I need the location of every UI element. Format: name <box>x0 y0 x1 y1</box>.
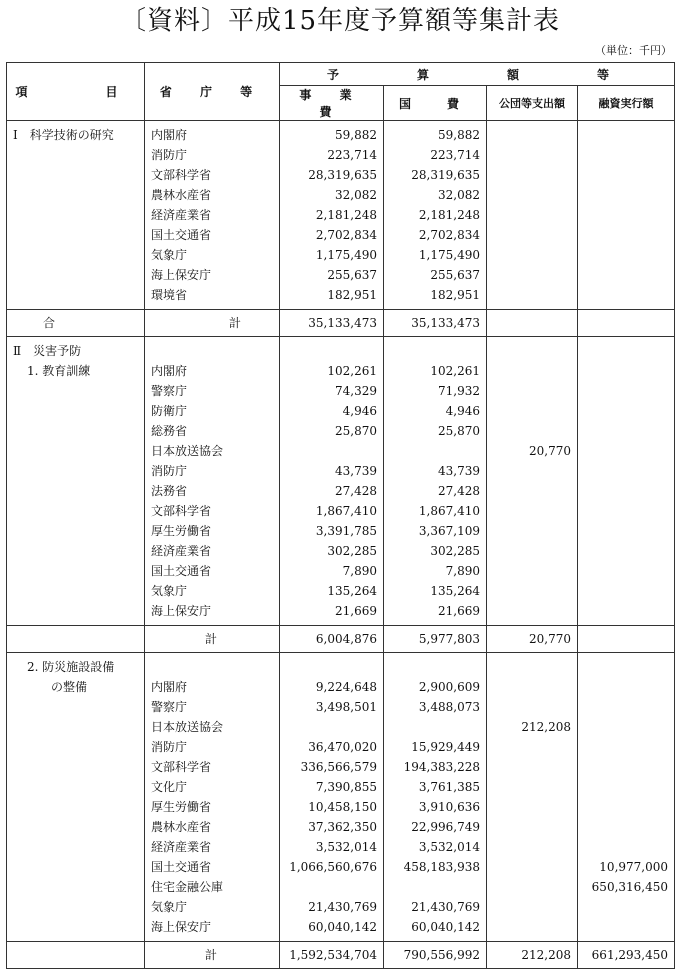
item-cell <box>7 481 145 501</box>
empty-cell <box>578 337 675 362</box>
subsection-label: 2. 防災施設設備 <box>7 653 145 678</box>
public-corp-cell <box>487 757 578 777</box>
project-cost-cell: 336,566,579 <box>280 757 384 777</box>
project-cost-cell: 9,224,648 <box>280 677 384 697</box>
national-cost-cell: 102,261 <box>384 361 487 381</box>
project-cost-cell: 37,362,350 <box>280 817 384 837</box>
ministry-cell: 海上保安庁 <box>145 265 280 285</box>
item-cell <box>7 185 145 205</box>
project-cost-cell: 28,319,635 <box>280 165 384 185</box>
total-national-cost: 790,556,992 <box>384 942 487 969</box>
public-corp-cell <box>487 601 578 626</box>
item-cell <box>7 285 145 310</box>
financing-cell <box>578 265 675 285</box>
project-cost-cell: 21,430,769 <box>280 897 384 917</box>
item-cell <box>7 917 145 942</box>
table-row <box>7 265 675 285</box>
item-cell <box>7 817 145 837</box>
table-row <box>7 737 675 757</box>
item-cell: Ⅰ 科学技術の研究 <box>7 121 145 146</box>
public-corp-cell <box>487 501 578 521</box>
empty-cell <box>487 653 578 678</box>
ministry-cell: 農林水産省 <box>145 817 280 837</box>
empty-cell <box>384 337 487 362</box>
ministry-cell: 厚生労働省 <box>145 521 280 541</box>
financing-cell <box>578 541 675 561</box>
ministry-cell: 国土交通省 <box>145 857 280 877</box>
empty-cell <box>145 653 280 678</box>
table-row <box>7 897 675 917</box>
item-cell <box>7 797 145 817</box>
public-corp-cell <box>487 361 578 381</box>
table-row <box>7 677 675 697</box>
project-cost-cell: 102,261 <box>280 361 384 381</box>
section-label: Ⅱ 災害予防 <box>7 337 145 362</box>
national-cost-cell: 255,637 <box>384 265 487 285</box>
national-cost-cell: 3,532,014 <box>384 837 487 857</box>
table-row <box>7 501 675 521</box>
project-cost-cell <box>280 877 384 897</box>
financing-cell <box>578 501 675 521</box>
item-cell <box>7 401 145 421</box>
public-corp-cell <box>487 817 578 837</box>
empty-cell <box>487 337 578 362</box>
financing-cell <box>578 917 675 942</box>
national-cost-cell: 1,867,410 <box>384 501 487 521</box>
national-cost-cell: 25,870 <box>384 421 487 441</box>
public-corp-cell <box>487 121 578 146</box>
project-cost-cell: 27,428 <box>280 481 384 501</box>
public-corp-cell <box>487 205 578 225</box>
project-cost-cell: 3,532,014 <box>280 837 384 857</box>
national-cost-cell: 32,082 <box>384 185 487 205</box>
empty-cell <box>145 337 280 362</box>
table-row <box>7 817 675 837</box>
national-cost-cell: 135,264 <box>384 581 487 601</box>
financing-cell <box>578 461 675 481</box>
financing-cell <box>578 185 675 205</box>
ministry-cell: 農林水産省 <box>145 185 280 205</box>
national-cost-cell: 21,430,769 <box>384 897 487 917</box>
table-row <box>7 361 675 381</box>
section-header-row <box>7 337 675 362</box>
project-cost-cell: 1,066,560,676 <box>280 857 384 877</box>
public-corp-cell <box>487 777 578 797</box>
ministry-cell: 気象庁 <box>145 581 280 601</box>
financing-cell <box>578 421 675 441</box>
page-title: 〔資料〕平成15年度予算額等集計表 <box>119 6 561 36</box>
public-corp-cell <box>487 541 578 561</box>
financing-cell <box>578 717 675 737</box>
project-cost-cell: 74,329 <box>280 381 384 401</box>
project-cost-cell: 3,498,501 <box>280 697 384 717</box>
project-cost-cell <box>280 717 384 737</box>
table-row <box>7 121 675 146</box>
public-corp-cell <box>487 225 578 245</box>
ministry-cell: 住宅金融公庫 <box>145 877 280 897</box>
project-cost-cell: 7,890 <box>280 561 384 581</box>
empty-cell <box>578 653 675 678</box>
national-cost-cell: 182,951 <box>384 285 487 310</box>
financing-cell <box>578 245 675 265</box>
financing-cell <box>578 441 675 461</box>
financing-cell <box>578 697 675 717</box>
financing-cell <box>578 601 675 626</box>
ministry-cell: 内閣府 <box>145 121 280 146</box>
project-cost-cell: 10,458,150 <box>280 797 384 817</box>
public-corp-cell <box>487 857 578 877</box>
financing-cell <box>578 561 675 581</box>
header-public-corp: 公団等支出額 <box>487 86 578 121</box>
public-corp-cell <box>487 145 578 165</box>
table-row <box>7 421 675 441</box>
item-cell <box>7 265 145 285</box>
ministry-cell: 環境省 <box>145 285 280 310</box>
national-cost-cell: 3,488,073 <box>384 697 487 717</box>
table-row <box>7 561 675 581</box>
table-row <box>7 541 675 561</box>
project-cost-cell: 25,870 <box>280 421 384 441</box>
item-cell <box>7 877 145 897</box>
ministry-cell: 日本放送協会 <box>145 441 280 461</box>
header-project-cost: 事 業 費 <box>280 86 384 121</box>
total-financing <box>578 626 675 653</box>
table-row <box>7 777 675 797</box>
ministry-cell: 文部科学省 <box>145 501 280 521</box>
public-corp-cell <box>487 521 578 541</box>
item-cell <box>7 145 145 165</box>
national-cost-cell: 21,669 <box>384 601 487 626</box>
national-cost-cell: 3,910,636 <box>384 797 487 817</box>
item-cell <box>7 541 145 561</box>
total-project-cost: 35,133,473 <box>280 310 384 337</box>
item-cell <box>7 245 145 265</box>
financing-cell <box>578 381 675 401</box>
table-row <box>7 205 675 225</box>
ministry-cell: 法務省 <box>145 481 280 501</box>
project-cost-cell: 59,882 <box>280 121 384 146</box>
header-ministry: 省 庁 等 <box>145 63 280 121</box>
ministry-cell: 消防庁 <box>145 737 280 757</box>
total-label-left <box>7 942 145 969</box>
project-cost-cell: 7,390,855 <box>280 777 384 797</box>
public-corp-cell <box>487 461 578 481</box>
national-cost-cell: 28,319,635 <box>384 165 487 185</box>
national-cost-cell: 7,890 <box>384 561 487 581</box>
table-row <box>7 481 675 501</box>
item-cell <box>7 521 145 541</box>
item-cell <box>7 777 145 797</box>
total-national-cost: 35,133,473 <box>384 310 487 337</box>
table-row <box>7 185 675 205</box>
ministry-cell: 総務省 <box>145 421 280 441</box>
national-cost-cell: 60,040,142 <box>384 917 487 942</box>
ministry-cell: 消防庁 <box>145 461 280 481</box>
total-financing: 661,293,450 <box>578 942 675 969</box>
project-cost-cell: 3,391,785 <box>280 521 384 541</box>
ministry-cell: 海上保安庁 <box>145 601 280 626</box>
table-row <box>7 225 675 245</box>
item-cell <box>7 561 145 581</box>
table-row <box>7 441 675 461</box>
national-cost-cell: 27,428 <box>384 481 487 501</box>
header-national-cost: 国 費 <box>384 86 487 121</box>
public-corp-cell <box>487 561 578 581</box>
financing-cell <box>578 797 675 817</box>
financing-cell <box>578 521 675 541</box>
financing-cell <box>578 361 675 381</box>
item-cell <box>7 717 145 737</box>
public-corp-cell <box>487 185 578 205</box>
ministry-cell: 日本放送協会 <box>145 717 280 737</box>
national-cost-cell: 59,882 <box>384 121 487 146</box>
national-cost-cell: 71,932 <box>384 381 487 401</box>
ministry-cell: 経済産業省 <box>145 541 280 561</box>
item-cell <box>7 441 145 461</box>
ministry-cell: 気象庁 <box>145 245 280 265</box>
table-row <box>7 165 675 185</box>
item-cell <box>7 165 145 185</box>
item-cell <box>7 205 145 225</box>
financing-cell: 650,316,450 <box>578 877 675 897</box>
national-cost-cell: 2,181,248 <box>384 205 487 225</box>
table-row <box>7 285 675 310</box>
project-cost-cell: 43,739 <box>280 461 384 481</box>
total-label-left: 合 <box>7 310 145 337</box>
financing-cell <box>578 401 675 421</box>
public-corp-cell <box>487 877 578 897</box>
project-cost-cell: 1,867,410 <box>280 501 384 521</box>
table-row <box>7 757 675 777</box>
public-corp-cell <box>487 481 578 501</box>
ministry-cell: 警察庁 <box>145 697 280 717</box>
ministry-cell: 文化庁 <box>145 777 280 797</box>
national-cost-cell: 2,900,609 <box>384 677 487 697</box>
public-corp-cell <box>487 797 578 817</box>
ministry-cell: 防衛庁 <box>145 401 280 421</box>
table-row <box>7 837 675 857</box>
project-cost-cell: 4,946 <box>280 401 384 421</box>
public-corp-cell <box>487 381 578 401</box>
table-row <box>7 461 675 481</box>
item-cell <box>7 501 145 521</box>
table-row <box>7 601 675 626</box>
public-corp-cell <box>487 245 578 265</box>
public-corp-cell <box>487 837 578 857</box>
total-label-right: 計 <box>145 626 280 653</box>
national-cost-cell <box>384 717 487 737</box>
table-row <box>7 917 675 942</box>
table-row <box>7 145 675 165</box>
item-cell <box>7 461 145 481</box>
national-cost-cell: 3,367,109 <box>384 521 487 541</box>
subsection-header-row <box>7 653 675 678</box>
table-row <box>7 797 675 817</box>
table-row <box>7 877 675 897</box>
national-cost-cell: 43,739 <box>384 461 487 481</box>
item-cell <box>7 697 145 717</box>
project-cost-cell: 302,285 <box>280 541 384 561</box>
table-row <box>7 401 675 421</box>
item-cell <box>7 737 145 757</box>
financing-cell <box>578 817 675 837</box>
financing-cell <box>578 205 675 225</box>
public-corp-cell: 212,208 <box>487 717 578 737</box>
project-cost-cell: 223,714 <box>280 145 384 165</box>
table-row <box>7 697 675 717</box>
ministry-cell: 内閣府 <box>145 677 280 697</box>
financing-cell <box>578 121 675 146</box>
empty-cell <box>280 653 384 678</box>
total-national-cost: 5,977,803 <box>384 626 487 653</box>
item-cell: 1. 教育訓練 <box>7 361 145 381</box>
unit-note: （単位：千円） <box>595 44 672 57</box>
project-cost-cell: 60,040,142 <box>280 917 384 942</box>
national-cost-cell: 22,996,749 <box>384 817 487 837</box>
table-row <box>7 857 675 877</box>
national-cost-cell: 15,929,449 <box>384 737 487 757</box>
total-label-left <box>7 626 145 653</box>
project-cost-cell: 2,181,248 <box>280 205 384 225</box>
project-cost-cell <box>280 441 384 461</box>
project-cost-cell: 135,264 <box>280 581 384 601</box>
national-cost-cell: 2,702,834 <box>384 225 487 245</box>
public-corp-cell <box>487 285 578 310</box>
national-cost-cell: 3,761,385 <box>384 777 487 797</box>
financing-cell <box>578 737 675 757</box>
budget-table <box>6 62 675 969</box>
table-row <box>7 245 675 265</box>
total-row <box>7 626 675 653</box>
ministry-cell: 厚生労働省 <box>145 797 280 817</box>
national-cost-cell: 1,175,490 <box>384 245 487 265</box>
item-cell <box>7 581 145 601</box>
public-corp-cell <box>487 697 578 717</box>
public-corp-cell <box>487 897 578 917</box>
project-cost-cell: 182,951 <box>280 285 384 310</box>
table-row <box>7 581 675 601</box>
item-cell <box>7 421 145 441</box>
item-cell <box>7 757 145 777</box>
project-cost-cell: 36,470,020 <box>280 737 384 757</box>
national-cost-cell <box>384 877 487 897</box>
ministry-cell: 文部科学省 <box>145 165 280 185</box>
national-cost-cell <box>384 441 487 461</box>
total-project-cost: 1,592,534,704 <box>280 942 384 969</box>
ministry-cell: 経済産業省 <box>145 205 280 225</box>
financing-cell <box>578 481 675 501</box>
financing-cell <box>578 757 675 777</box>
total-financing <box>578 310 675 337</box>
total-project-cost: 6,004,876 <box>280 626 384 653</box>
empty-cell <box>384 653 487 678</box>
financing-cell <box>578 837 675 857</box>
project-cost-cell: 255,637 <box>280 265 384 285</box>
public-corp-cell: 20,770 <box>487 441 578 461</box>
total-label-right: 計 <box>145 942 280 969</box>
item-cell <box>7 601 145 626</box>
national-cost-cell: 458,183,938 <box>384 857 487 877</box>
total-label-right: 計 <box>145 310 280 337</box>
ministry-cell: 文部科学省 <box>145 757 280 777</box>
header-financing: 融資実行額 <box>578 86 675 121</box>
financing-cell <box>578 897 675 917</box>
public-corp-cell <box>487 677 578 697</box>
public-corp-cell <box>487 737 578 757</box>
financing-cell <box>578 285 675 310</box>
ministry-cell: 国土交通省 <box>145 225 280 245</box>
header-item: 項 目 <box>7 63 145 121</box>
table-row <box>7 521 675 541</box>
national-cost-cell: 194,383,228 <box>384 757 487 777</box>
public-corp-cell <box>487 581 578 601</box>
ministry-cell: 海上保安庁 <box>145 917 280 942</box>
public-corp-cell <box>487 165 578 185</box>
total-row <box>7 310 675 337</box>
project-cost-cell: 21,669 <box>280 601 384 626</box>
item-cell: の整備 <box>7 677 145 697</box>
total-public-corp: 20,770 <box>487 626 578 653</box>
financing-cell <box>578 581 675 601</box>
public-corp-cell <box>487 265 578 285</box>
total-public-corp <box>487 310 578 337</box>
project-cost-cell: 1,175,490 <box>280 245 384 265</box>
item-cell <box>7 857 145 877</box>
item-cell <box>7 837 145 857</box>
ministry-cell: 気象庁 <box>145 897 280 917</box>
project-cost-cell: 32,082 <box>280 185 384 205</box>
item-cell <box>7 381 145 401</box>
total-public-corp: 212,208 <box>487 942 578 969</box>
ministry-cell: 国土交通省 <box>145 561 280 581</box>
ministry-cell: 内閣府 <box>145 361 280 381</box>
financing-cell <box>578 145 675 165</box>
national-cost-cell: 302,285 <box>384 541 487 561</box>
ministry-cell: 消防庁 <box>145 145 280 165</box>
public-corp-cell <box>487 401 578 421</box>
project-cost-cell: 2,702,834 <box>280 225 384 245</box>
public-corp-cell <box>487 917 578 942</box>
table-row <box>7 381 675 401</box>
item-cell <box>7 897 145 917</box>
financing-cell <box>578 677 675 697</box>
financing-cell: 10,977,000 <box>578 857 675 877</box>
empty-cell <box>280 337 384 362</box>
ministry-cell: 経済産業省 <box>145 837 280 857</box>
financing-cell <box>578 225 675 245</box>
financing-cell <box>578 777 675 797</box>
national-cost-cell: 223,714 <box>384 145 487 165</box>
ministry-cell: 警察庁 <box>145 381 280 401</box>
national-cost-cell: 4,946 <box>384 401 487 421</box>
financing-cell <box>578 165 675 185</box>
header-budget: 予 算 額 等 <box>280 63 675 86</box>
public-corp-cell <box>487 421 578 441</box>
table-row <box>7 717 675 737</box>
total-row <box>7 942 675 969</box>
item-cell <box>7 225 145 245</box>
